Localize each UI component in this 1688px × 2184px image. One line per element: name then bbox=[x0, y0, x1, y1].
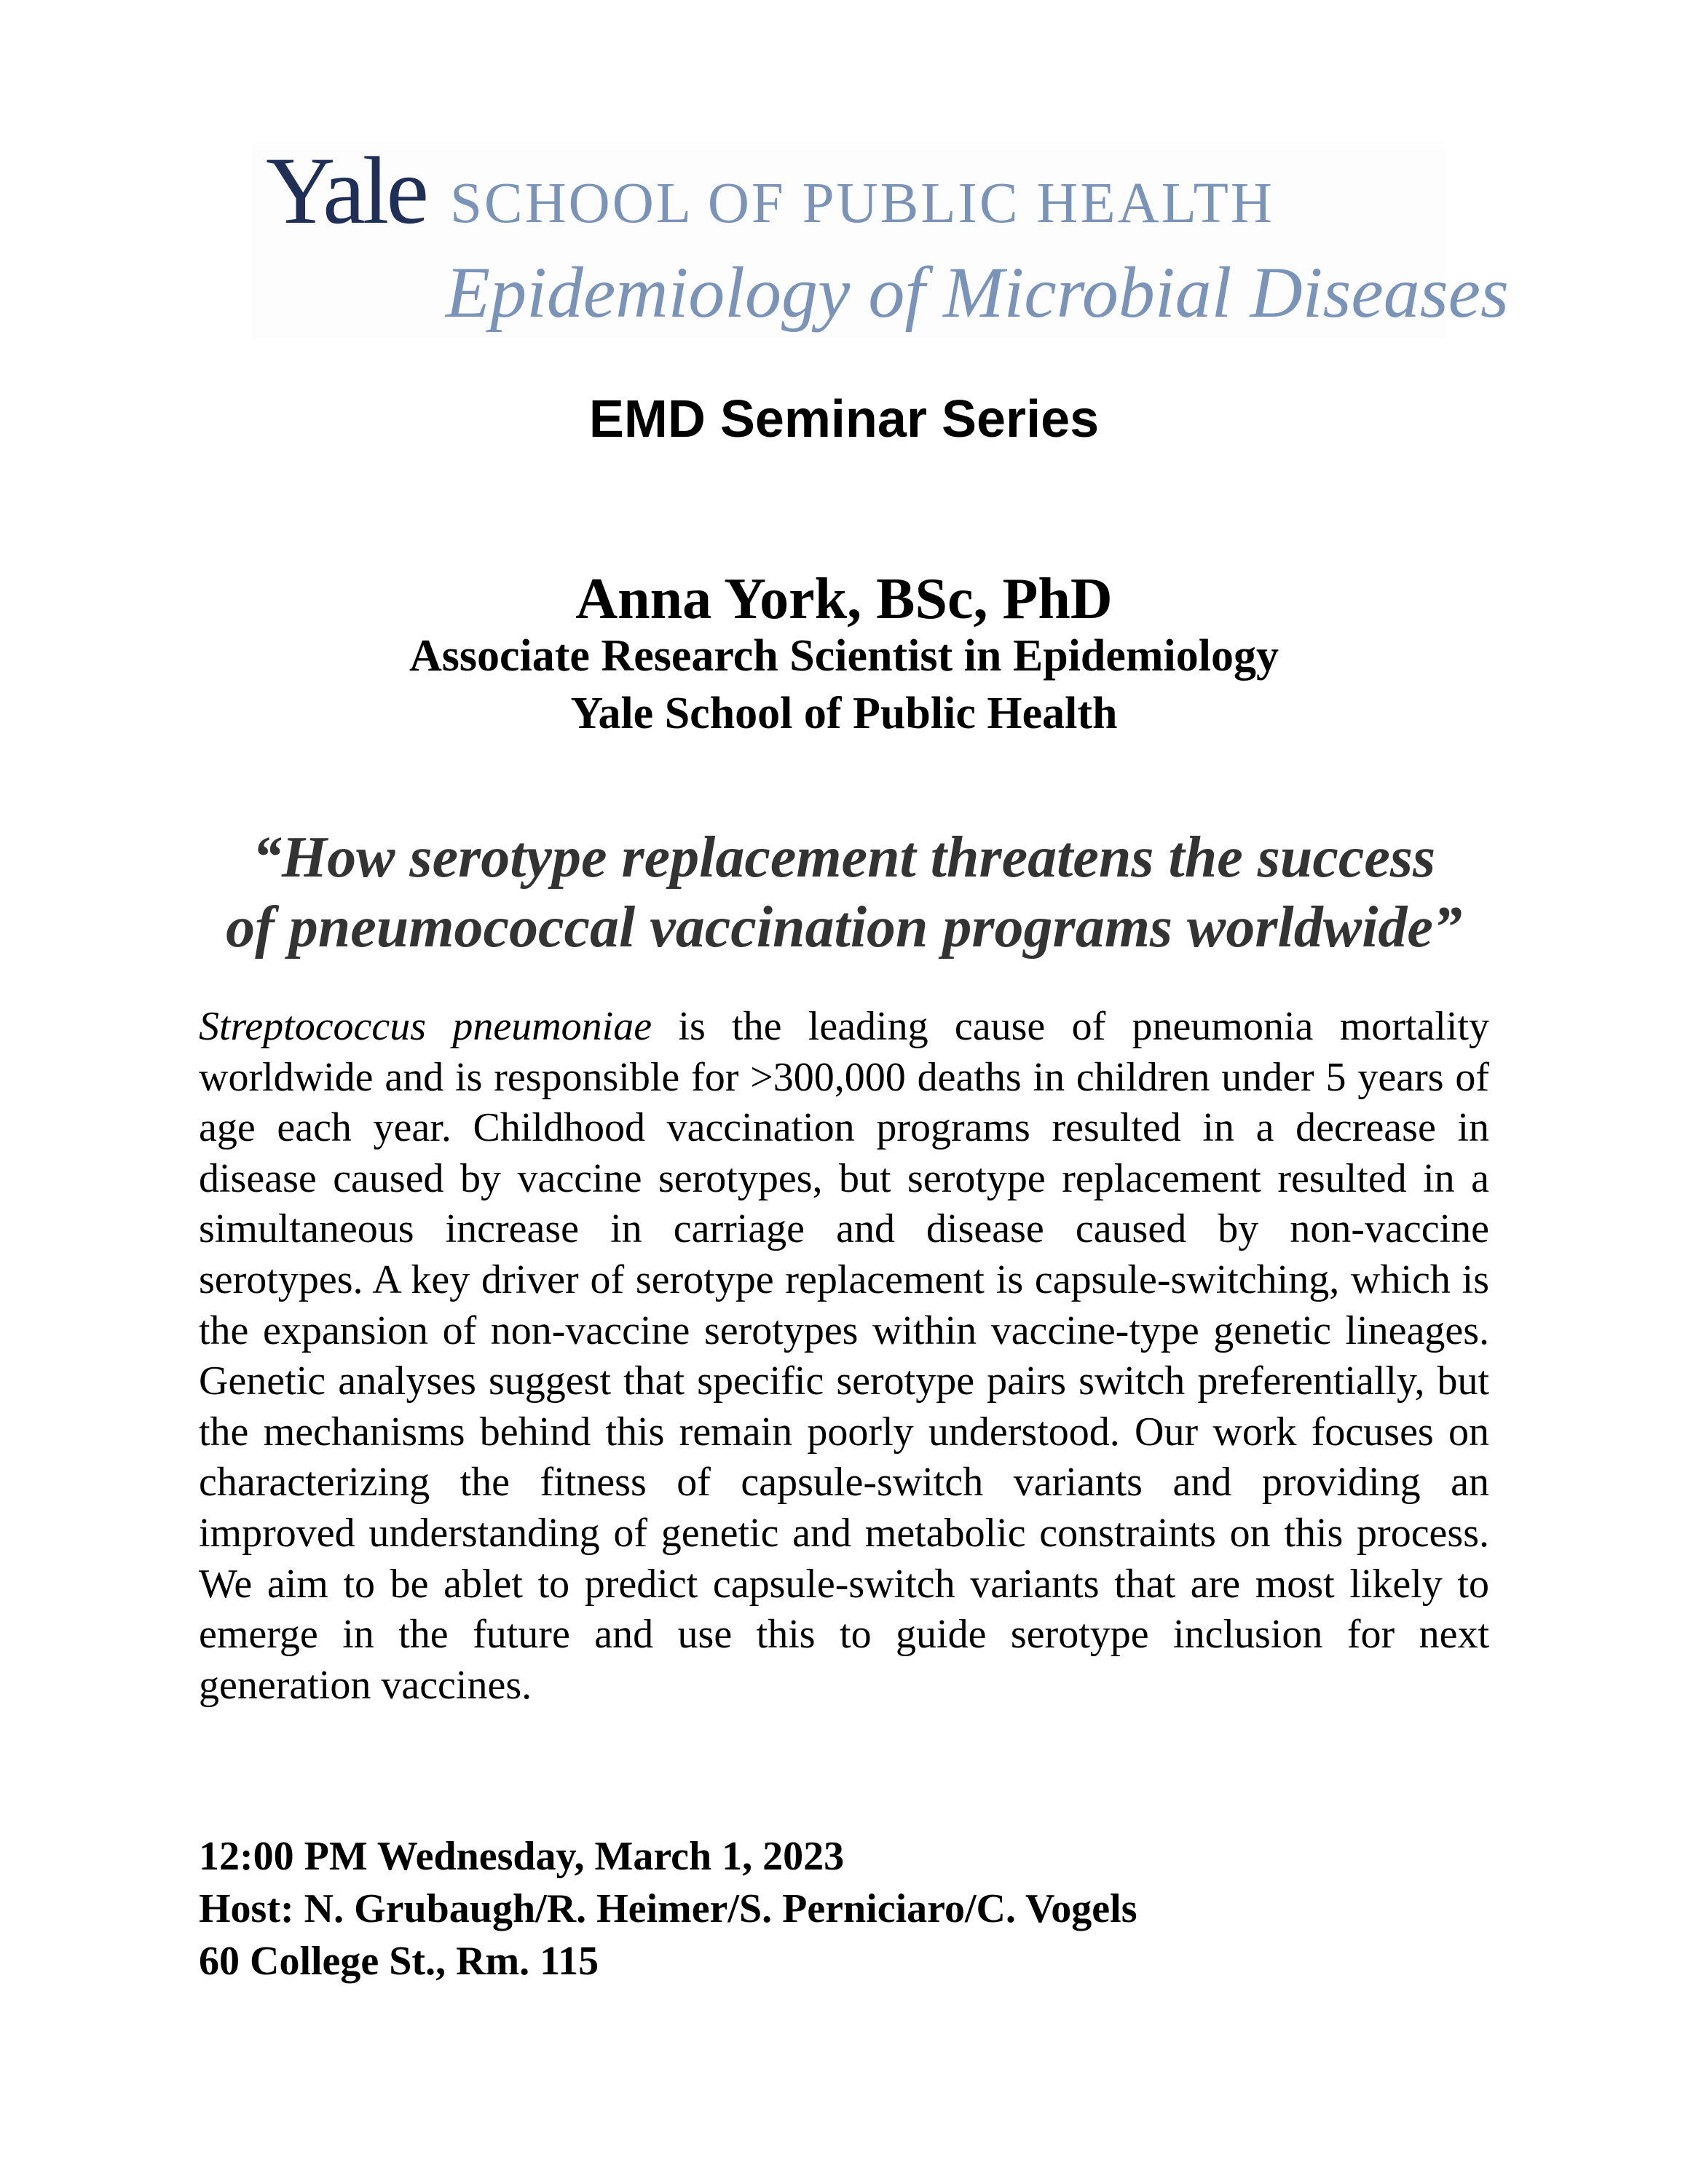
series-title: EMD Seminar Series bbox=[588, 390, 1100, 448]
speaker-name: Anna York, BSc, PhD bbox=[575, 567, 1113, 631]
speaker-title: Associate Research Scientist in Epidemiology bbox=[409, 631, 1279, 681]
logo-department-name: Epidemiology of Microbial Diseases bbox=[446, 252, 1509, 333]
abstract-species: Streptococcus pneumoniae bbox=[199, 1004, 652, 1049]
talk-title bbox=[0, 823, 1688, 962]
abstract bbox=[199, 1002, 1489, 1711]
event-host: Host: N. Grubaugh/R. Heimer/S. Perniciaro/C. Vogels bbox=[199, 1886, 1137, 1931]
abstract-text: is the leading cause of pneumonia mortality worldwide and is responsible for >300,000 deaths in children under 5 years of age each year. Childhood vaccination programs resulted in a decrease in disease caused by vaccine serotypes, but serotype replacement resulted in a simultaneous increase in carriage and disease caused by non-vaccine serotypes. A key driver of serotype replacement is capsule-switching, which is the expansion of non-vaccine serotypes within vaccine-type genetic lineages. Genetic analyses suggest that specific serotype pairs switch preferentially, but the mechanisms behind this remain poorly understood. Our work focuses on characterizing the fitness of capsule-switch variants and providing an improved understanding of genetic and metabolic constraints on this process. We aim to be ablet to predict capsule-switch variants that are most likely to emerge in the future and use this to guide serotype inclusion for next generation vaccines. bbox=[199, 1004, 1489, 1708]
speaker-institution: Yale School of Public Health bbox=[570, 689, 1118, 738]
event-datetime: 12:00 PM Wednesday, March 1, 2023 bbox=[199, 1834, 845, 1879]
event-location: 60 College St., Rm. 115 bbox=[199, 1939, 599, 1984]
logo-yale-wordmark: Yale bbox=[266, 137, 426, 244]
logo-school-name: SCHOOL OF PUBLIC HEALTH bbox=[450, 172, 1274, 235]
talk-title-line-1: “How serotype replacement threatens the success bbox=[252, 826, 1436, 890]
talk-title-line-2: of pneumococcal vaccination programs worldwide” bbox=[226, 895, 1462, 960]
